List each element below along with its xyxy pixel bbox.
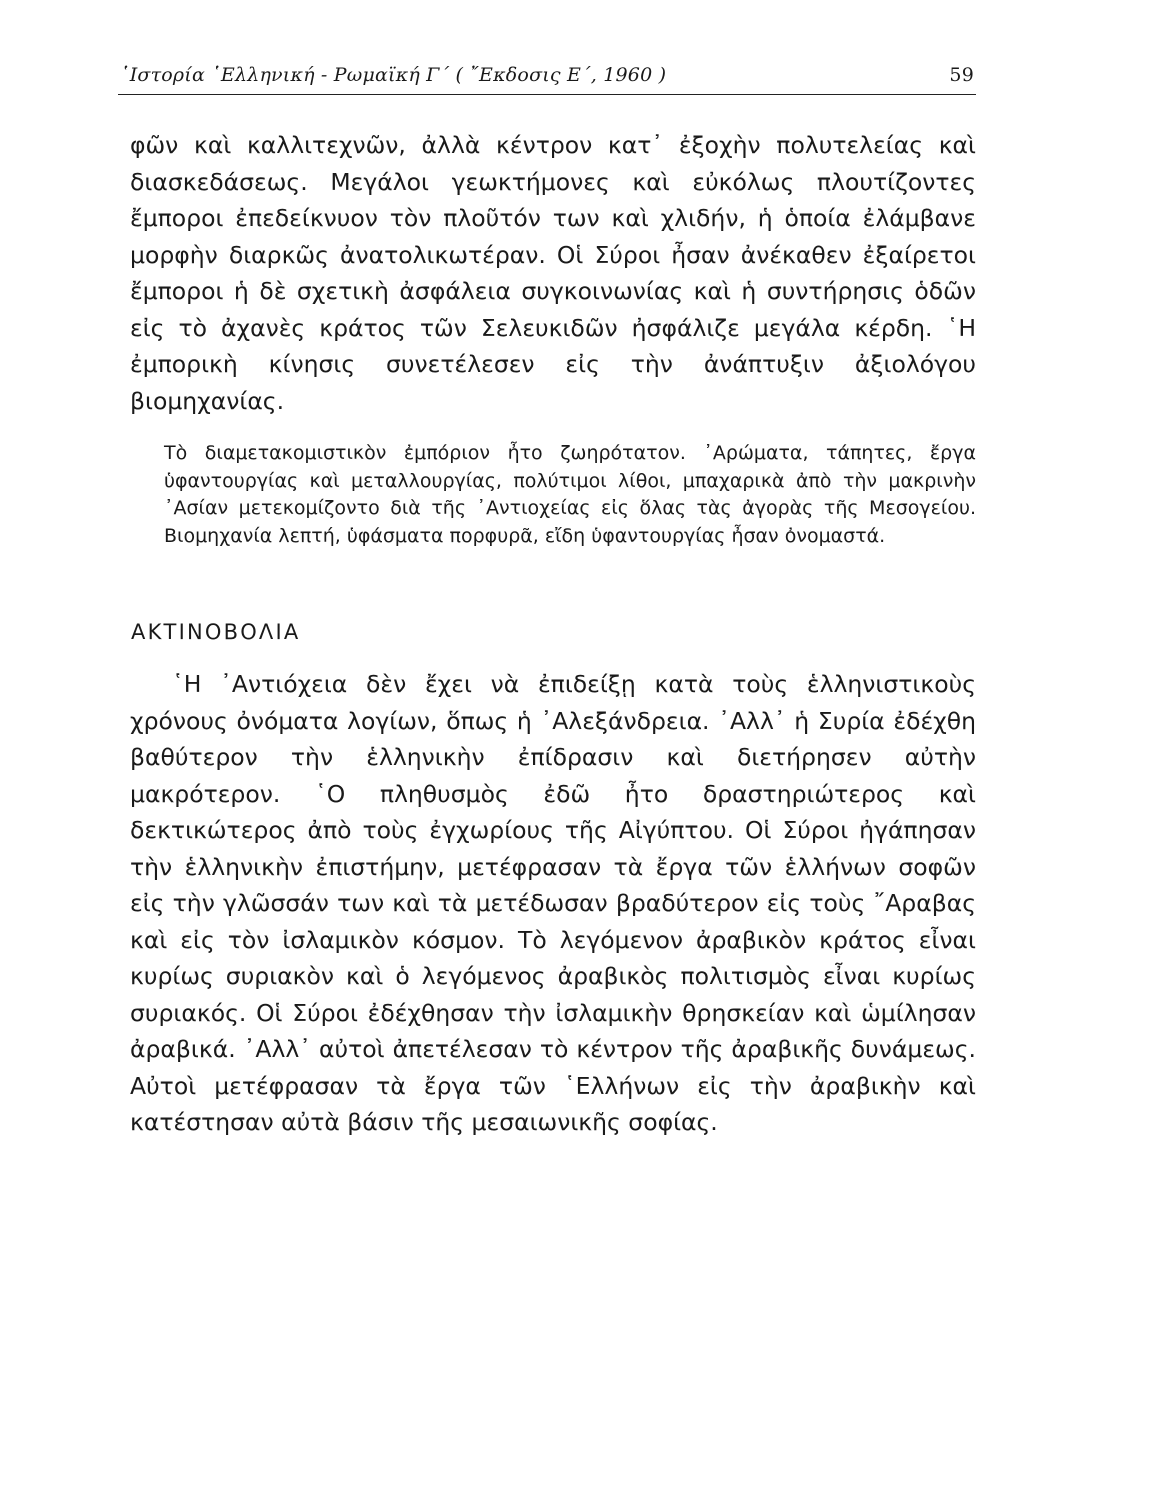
page-number: 59 <box>949 64 974 86</box>
small-print-paragraph: Τὸ διαμετακομιστικὸν ἐμπόριον ἦτο ζωηρότατον. ᾿Αρώματα, τάπητες, ἔργα ὑφαντουργίας καὶ μεταλλουργίας, πολύτιμοι λίθοι, μπαχαρικὰ ἀπὸ τὴν μακρινὴν ᾿Ασίαν μετεκομίζοντο διὰ τῆς ᾿Αντιοχείας εἰς ὅλας τὰς ἀγορὰς τῆς Μεσογείου. Βιομηχανία λεπτή, ὑφάσματα πορφυρᾶ, εἴδη ὑφαντουργίας ἦσαν ὀνομαστά. <box>164 442 976 547</box>
body-paragraph-1: φῶν καὶ καλλιτεχνῶν, ἀλλὰ κέντρον κατ᾽ ἐξοχὴν πολυτελείας καὶ διασκεδάσεως. Μεγάλοι γεωκτήμονες καὶ εὐκόλως πλουτίζοντες ἔμποροι ἐπεδείκνυον τὸν πλοῦτόν των καὶ χλιδήν, ἡ ὁποία ἐλάμβανε μορφὴν διαρκῶς ἀνατολικωτέραν. Οἱ Σύροι ἦσαν ἀνέκαθεν ἐξαίρετοι ἔμποροι ἡ δὲ σχετικὴ ἀσφάλεια συγκοινωνίας καὶ ἡ συντήρησις ὁδῶν εἰς τὸ ἀχανὲς κράτος τῶν Σελευκιδῶν ἠσφάλιζε μεγάλα κέρδη. ῾Η ἐμπορικὴ κίνησις συνετέλεσεν εἰς τὴν ἀνάπτυξιν ἀξιολόγου βιομηχανίας. <box>130 131 976 415</box>
running-header <box>118 64 976 95</box>
section-heading: ΑΚΤΙΝΟΒΟΛΙΑ <box>131 620 301 644</box>
body-paragraph-2: ῾Η ᾿Αντιόχεια δὲν ἔχει νὰ ἐπιδείξῃ κατὰ τοὺς ἑλληνιστικοὺς χρόνους ὀνόματα λογίων, ὅπως ἡ ᾿Αλεξάνδρεια. ᾿Αλλ᾽ ἡ Συρία ἐδέχθη βαθύτερον τὴν ἑλληνικὴν ἐπίδρασιν καὶ διετήρησεν αὐτὴν μακρότερον. ῾Ο πληθυσμὸς ἐδῶ ἦτο δραστηριώτερος καὶ δεκτικώτερος ἀπὸ τοὺς ἐγχωρίους τῆς Αἰγύπτου. Οἱ Σύροι ἠγάπησαν τὴν ἑλληνικὴν ἐπιστήμην, μετέφρασαν τὰ ἔργα τῶν ἑλλήνων σοφῶν εἰς τὴν γλῶσσάν των καὶ τὰ μετέδωσαν βραδύτερον εἰς τοὺς ῎Αραβας καὶ εἰς τὸν ἰσλαμικὸν κόσμον. Τὸ λεγόμενον ἀραβικὸν κράτος εἶναι κυρίως συριακὸν καὶ ὁ λεγόμενος ἀραβικὸς πολιτισμὸς εἶναι κυρίως συριακός. Οἱ Σύροι ἐδέχθησαν τὴν ἰσλαμικὴν θρησκείαν καὶ ὡμίλησαν ἀραβικά. ᾿Αλλ᾽ αὐτοὶ ἀπετέλεσαν τὸ κέντρον τῆς ἀραβικῆς δυνάμεως. Αὐτοὶ μετέφρασαν τὰ ἔργα τῶν ῾Ελλήνων εἰς τὴν ἀραβικὴν καὶ κατέστησαν αὐτὰ βάσιν τῆς μεσαιωνικῆς σοφίας. <box>130 670 976 1136</box>
running-header-title: ῾Ιστορία ῾Ελληνική - Ρωμαϊκή Γ΄ ( ῎Εκδοσις Ε΄, 1960 ) <box>120 64 667 86</box>
